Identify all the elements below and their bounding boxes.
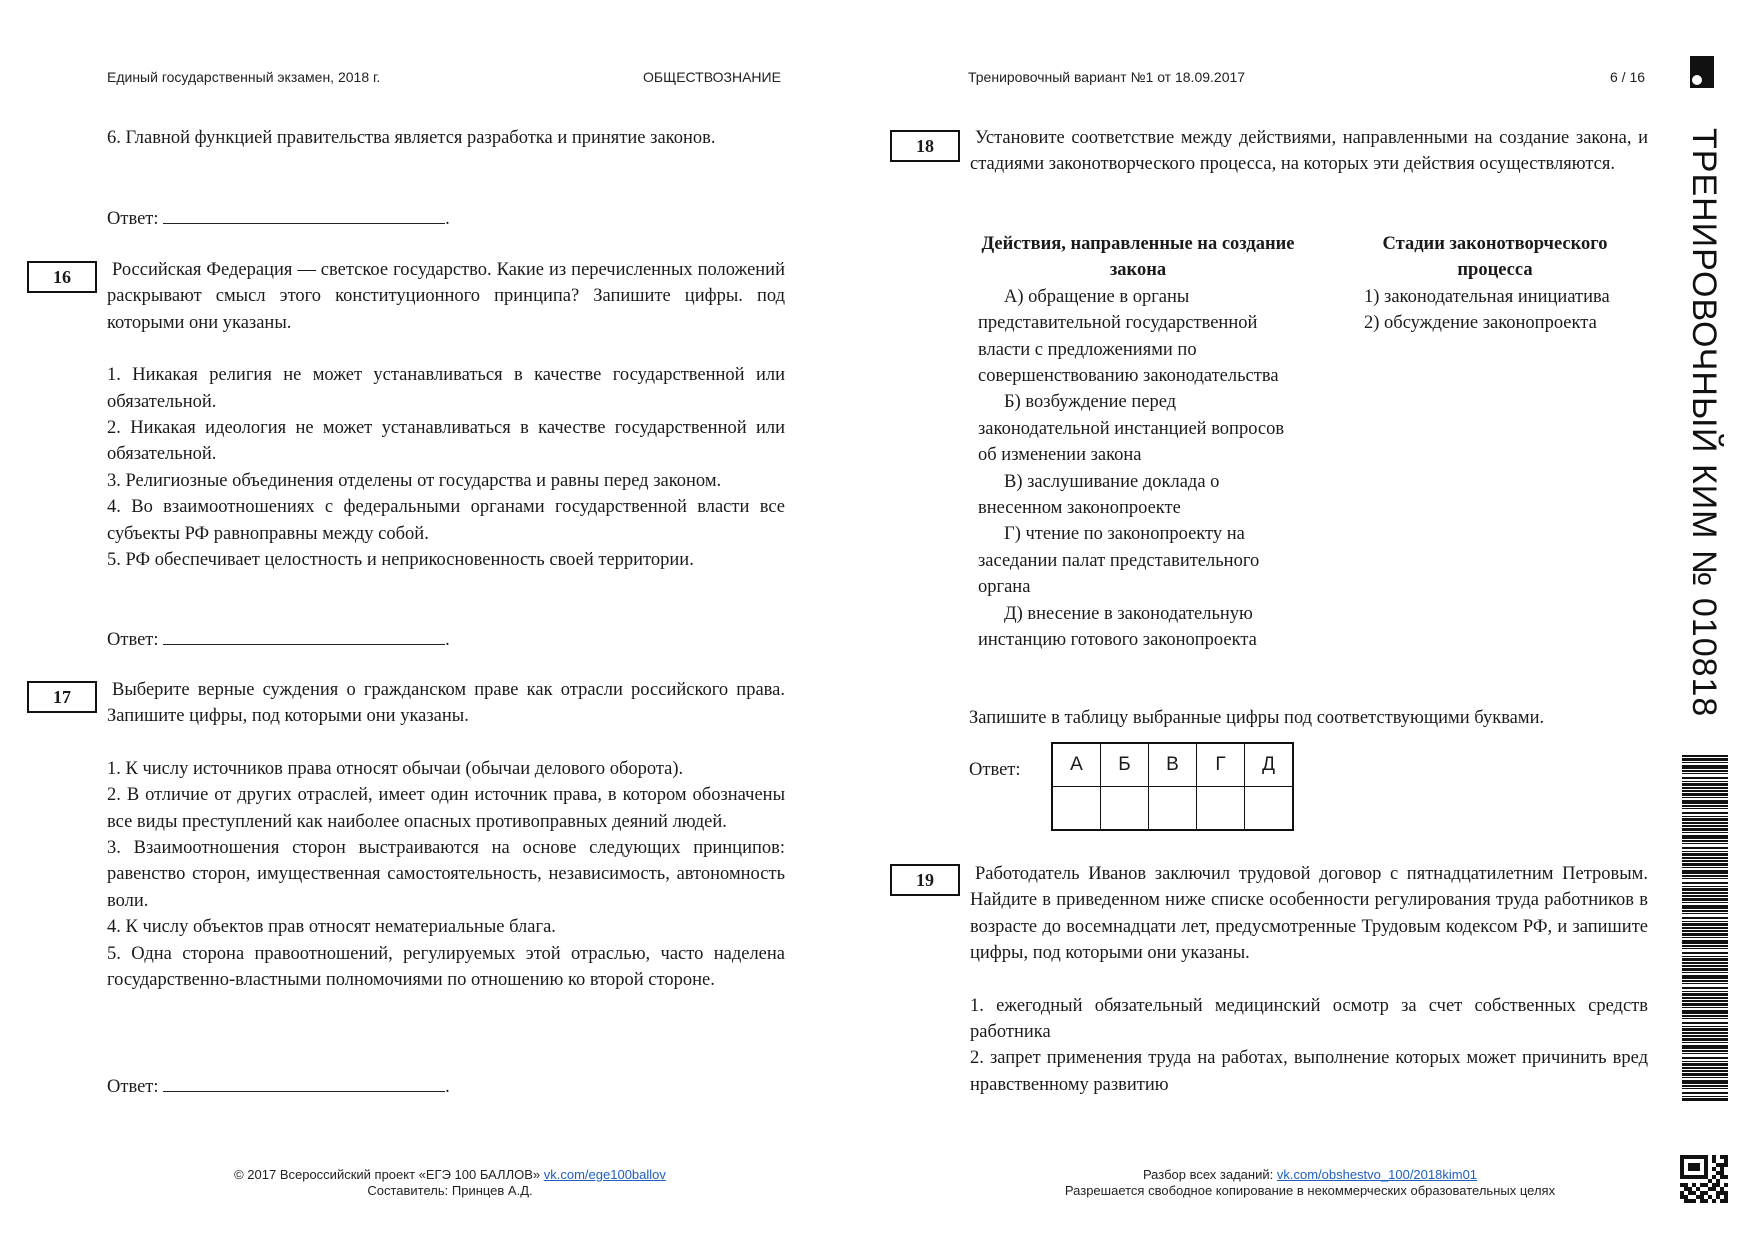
answer-table-letter: А [1052, 743, 1101, 787]
side-title: ТРЕНИРОВОЧНЫЙ КИМ № 010818 [1685, 128, 1723, 718]
task-17-option: 4. К числу объектов прав относят нематериальные блага. [107, 917, 556, 938]
task-19 [970, 861, 1648, 1098]
answer-table-18 [1051, 742, 1294, 831]
task-19-option: 2. запрет применения труда на работах, выполнение которых может причинить вред нравственному развитию [970, 1048, 1648, 1095]
task-16-option: 3. Религиозные объединения отделены от государства и равны перед законом. [107, 470, 722, 491]
actions-heading: Действия, направленные на создание закона [981, 234, 1295, 281]
qr-code-icon [1680, 1155, 1728, 1203]
task-number-19: 19 [890, 864, 960, 896]
task-18-question: Установите соответствие между действиями, направленными на создание закона, и стадиями законотворческого процесса, на которых эти действия осуществляются. [970, 128, 1648, 175]
task-16-option: 5. РФ обеспечивает целостность и неприкосновенность своей территории. [107, 550, 694, 571]
task-16-option: 2. Никакая идеология не может устанавливаться в качестве государственной или обязательной. [107, 418, 785, 465]
header-variant: Тренировочный вариант №1 от 18.09.2017 [968, 69, 1246, 85]
footer-license: Разрешается свободное копирование в некоммерческих образовательных целях [1064, 1183, 1556, 1198]
answer-table-letter: Б [1101, 743, 1149, 787]
task-17 [107, 677, 785, 993]
item-6: 6. Главной функцией правительства является разработка и принятие законов. [107, 128, 716, 148]
header-subject: ОБЩЕСТВОЗНАНИЕ [643, 69, 781, 85]
answer-table-cell[interactable] [1052, 787, 1101, 831]
action-item: В) заслушивание доклада о внесенном законопроекте [978, 471, 1220, 519]
task-19-option: 1. ежегодный обязательный медицинский осмотр за счет собственных средств работника [970, 995, 1648, 1043]
answer-line[interactable] [163, 205, 445, 224]
action-item: Д) внесение в законодательную инстанцию готового законопроекта [978, 603, 1257, 651]
footer-author: Составитель: Принцев А.Д. [367, 1183, 533, 1198]
task-18-instruction: Запишите в таблицу выбранные цифры под соответствующими буквами. [969, 708, 1545, 728]
answer-table-letter: Д [1245, 743, 1294, 787]
barcode-icon [1682, 755, 1728, 1101]
task-17-option: 2. В отличие от других отраслей, имеет один источник права, в котором обозначены все виды преступлений как наиболее опасных противоправных деяний людей. [107, 785, 785, 832]
task-16-option: 1. Никакая религия не может устанавливаться в качестве государственной или обязательной. [107, 365, 785, 412]
task-16-option: 4. Во взаимоотношениях с федеральными органами государственной власти все субъекты РФ равноправны между собой. [107, 497, 785, 544]
header-exam: Единый государственный экзамен, 2018 г. [107, 69, 381, 85]
footer-right [990, 1167, 1630, 1199]
footer-copyright: © 2017 Всероссийский проект «ЕГЭ 100 БАЛЛОВ» [234, 1167, 541, 1182]
logo-icon [1690, 56, 1714, 88]
task-19-question: Работодатель Иванов заключил трудовой договор с пятнадцатилетним Петровым. Найдите в приведенном ниже списке особенности регулирования труда работников в возрасте до восемнадцати лет, предусмотренные Трудовым кодексом РФ, и запишите цифры, под которыми они указаны. [970, 864, 1648, 964]
task-17-option: 5. Одна сторона правоотношений, регулируемых этой отраслью, часто наделена государственно-властными полномочиями по отношению ко второй стороне. [107, 943, 785, 991]
task-18-stages [1360, 231, 1650, 337]
footer-analysis-label: Разбор всех заданий: [1142, 1167, 1274, 1182]
answer-line[interactable] [163, 1073, 445, 1092]
answer-18-label: Ответ: [969, 760, 1021, 780]
task-17-option: 3. Взаимоотношения сторон выстраиваются на основе следующих принципов: равенство сторон, имущественная самостоятельность, независимость, автономность воли. [107, 838, 785, 911]
task-17-question: Выберите верные суждения о гражданском праве как отрасли российского права. Запишите цифры, под которыми они указаны. [107, 680, 785, 727]
task-number-18: 18 [890, 130, 960, 162]
header-page-number: 6 / 16 [1610, 69, 1646, 85]
task-18-actions [978, 231, 1298, 654]
footer-link-analysis[interactable]: vk.com/obshestvo_100/2018kim01 [1276, 1167, 1478, 1182]
stage-item: 1) законодательная инициатива [1364, 286, 1610, 307]
task-16-question: Российская Федерация — светское государство. Какие из перечисленных положений раскрывают смысл этого конституционного принципа? Запишите цифры. под которыми они указаны. [107, 260, 785, 333]
answer-table-letter: Г [1197, 743, 1245, 787]
answer-table-cell[interactable] [1101, 787, 1149, 831]
task-number-17: 17 [27, 681, 97, 713]
answer-16-prev: Ответ: . [107, 205, 450, 232]
answer-line[interactable] [163, 626, 445, 645]
task-17-option: 1. К числу источников права относят обычаи (обычаи делового оборота). [107, 758, 684, 779]
answer-table-cell[interactable] [1149, 787, 1197, 831]
stage-item: 2) обсуждение законопроекта [1364, 313, 1597, 334]
footer-left [170, 1167, 730, 1199]
answer-table-cell[interactable] [1245, 787, 1294, 831]
action-item: А) обращение в органы представительной государственной власти с предложениями по совершенствованию законодательства [978, 286, 1279, 387]
action-item: Г) чтение по законопроекту на заседании палат представительного органа [978, 524, 1260, 598]
action-item: Б) возбуждение перед законодательной инстанцией вопросов об изменении закона [978, 392, 1285, 466]
answer-table-cell[interactable] [1197, 787, 1245, 831]
answer-16: Ответ: . [107, 626, 450, 653]
task-16 [107, 257, 785, 573]
stages-heading: Стадии законотворческого процесса [1382, 234, 1608, 281]
answer-table-letter: В [1149, 743, 1197, 787]
answer-17: Ответ: . [107, 1073, 450, 1100]
footer-link-vk[interactable]: vk.com/ege100ballov [543, 1167, 666, 1182]
task-number-16: 16 [27, 261, 97, 293]
